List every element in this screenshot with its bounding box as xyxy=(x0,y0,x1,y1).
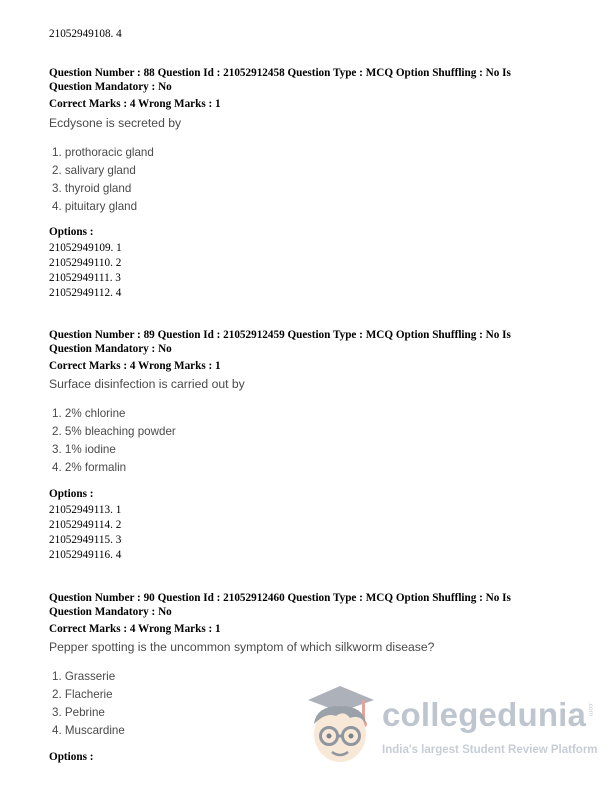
marks-line: Correct Marks : 4 Wrong Marks : 1 xyxy=(49,98,221,110)
choice-item: 3. thyroid gland xyxy=(52,182,132,195)
question-header-cont: Question Mandatory : No xyxy=(49,343,172,355)
option-id: 21052949114. 2 xyxy=(49,519,122,531)
marks-line: Correct Marks : 4 Wrong Marks : 1 xyxy=(49,623,221,635)
question-header: Question Number : 88 Question Id : 21052912458 Question Type : MCQ Option Shuffling : No Is xyxy=(49,67,511,79)
watermark-dotcom: .com xyxy=(587,702,594,717)
options-label: Options : xyxy=(49,751,94,763)
question-text: Ecdysone is secreted by xyxy=(49,116,182,130)
option-id: 21052949109. 1 xyxy=(49,242,122,254)
question-text: Surface disinfection is carried out by xyxy=(49,377,245,391)
option-id: 21052949115. 3 xyxy=(49,534,122,546)
option-id: 21052949110. 2 xyxy=(49,257,122,269)
choice-item: 1. prothoracic gland xyxy=(52,146,154,159)
option-id: 21052949111. 3 xyxy=(49,272,121,284)
option-id: 21052949116. 4 xyxy=(49,549,122,561)
question-header: Question Number : 89 Question Id : 21052912459 Question Type : MCQ Option Shuffling : No Is xyxy=(49,329,511,341)
option-id: 21052949113. 1 xyxy=(49,504,122,516)
collegedunia-watermark xyxy=(300,678,600,778)
choice-item: 3. 1% iodine xyxy=(52,443,116,456)
choice-item: 4. pituitary gland xyxy=(52,200,138,213)
choice-list xyxy=(52,405,176,477)
option-id: 21052949112. 4 xyxy=(49,287,122,299)
option-id-list xyxy=(49,503,121,563)
choice-item: 3. Pebrine xyxy=(52,706,105,719)
choice-item: 2. salivary gland xyxy=(52,164,136,177)
choice-list xyxy=(52,668,125,740)
marks-line: Correct Marks : 4 Wrong Marks : 1 xyxy=(49,360,221,372)
choice-item: 1. 2% chlorine xyxy=(52,407,126,420)
watermark-brand: collegedunia xyxy=(382,696,587,733)
choice-item: 2. Flacherie xyxy=(52,688,113,701)
option-id-list xyxy=(49,241,122,301)
options-label: Options : xyxy=(49,226,94,238)
options-label: Options : xyxy=(49,488,94,500)
choice-item: 2. 5% bleaching powder xyxy=(52,425,176,438)
choice-item: 4. 2% formalin xyxy=(52,461,127,474)
previous-option-line: 21052949108. 4 xyxy=(49,28,122,40)
choice-list xyxy=(52,144,154,216)
question-text: Pepper spotting is the uncommon symptom of which silkworm disease? xyxy=(49,640,435,654)
question-header-cont: Question Mandatory : No xyxy=(49,81,172,93)
choice-item: 4. Muscardine xyxy=(52,724,125,737)
question-header: Question Number : 90 Question Id : 21052912460 Question Type : MCQ Option Shuffling : No Is xyxy=(49,592,511,604)
student-mascot-icon xyxy=(300,678,380,774)
question-header-cont: Question Mandatory : No xyxy=(49,606,172,618)
choice-item: 1. Grasserie xyxy=(52,670,116,683)
watermark-tagline: India's largest Student Review Platform xyxy=(382,744,598,756)
